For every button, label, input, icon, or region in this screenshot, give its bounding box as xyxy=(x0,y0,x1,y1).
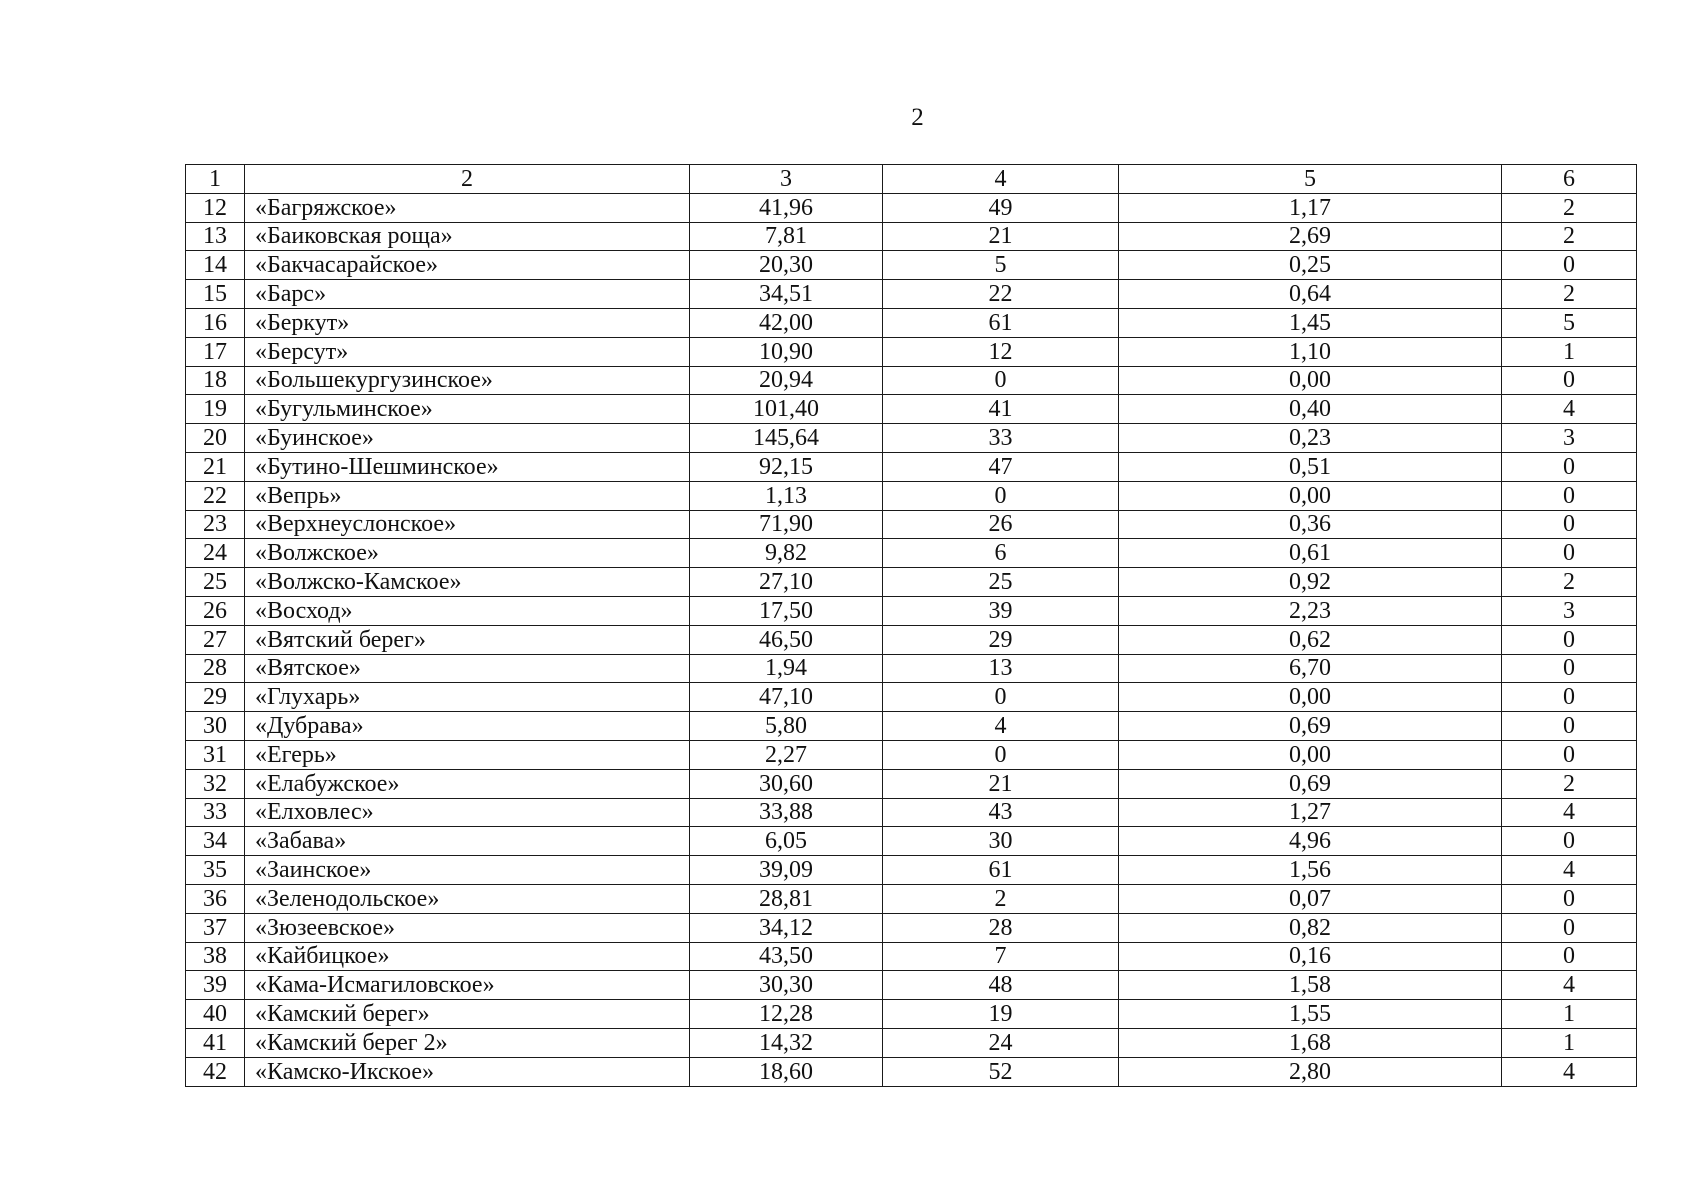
column-header: 1 xyxy=(186,165,245,194)
column-header: 4 xyxy=(883,165,1119,194)
row-number-cell: 31 xyxy=(186,740,245,769)
value-cell: 1,56 xyxy=(1119,856,1502,885)
row-number-cell: 39 xyxy=(186,971,245,1000)
table-row xyxy=(186,971,1637,1000)
table-row xyxy=(186,625,1637,654)
value-cell: 7,81 xyxy=(690,222,883,251)
row-number-cell: 37 xyxy=(186,913,245,942)
value-cell: 0 xyxy=(1502,683,1637,712)
value-cell: 43 xyxy=(883,798,1119,827)
row-number-cell: 26 xyxy=(186,596,245,625)
table-row xyxy=(186,1057,1637,1086)
value-cell: 2 xyxy=(1502,568,1637,597)
value-cell: 21 xyxy=(883,769,1119,798)
value-cell: 19 xyxy=(883,1000,1119,1029)
value-cell: 0 xyxy=(883,366,1119,395)
row-number-cell: 18 xyxy=(186,366,245,395)
value-cell: 0 xyxy=(1502,654,1637,683)
value-cell: 0 xyxy=(1502,712,1637,741)
value-cell: 92,15 xyxy=(690,452,883,481)
value-cell: 6 xyxy=(883,539,1119,568)
name-cell: «Беркут» xyxy=(245,308,690,337)
name-cell: «Бутино-Шешминское» xyxy=(245,452,690,481)
value-cell: 0,82 xyxy=(1119,913,1502,942)
row-number-cell: 20 xyxy=(186,424,245,453)
value-cell: 48 xyxy=(883,971,1119,1000)
row-number-cell: 19 xyxy=(186,395,245,424)
row-number-cell: 17 xyxy=(186,337,245,366)
value-cell: 1,94 xyxy=(690,654,883,683)
name-cell: «Волжское» xyxy=(245,539,690,568)
value-cell: 1 xyxy=(1502,1000,1637,1029)
value-cell: 28 xyxy=(883,913,1119,942)
value-cell: 13 xyxy=(883,654,1119,683)
value-cell: 71,90 xyxy=(690,510,883,539)
value-cell: 0 xyxy=(883,683,1119,712)
value-cell: 28,81 xyxy=(690,884,883,913)
value-cell: 4 xyxy=(1502,971,1637,1000)
value-cell: 61 xyxy=(883,856,1119,885)
name-cell: «Кама-Исмагиловское» xyxy=(245,971,690,1000)
value-cell: 2,80 xyxy=(1119,1057,1502,1086)
table-row xyxy=(186,568,1637,597)
row-number-cell: 33 xyxy=(186,798,245,827)
value-cell: 24 xyxy=(883,1028,1119,1057)
row-number-cell: 32 xyxy=(186,769,245,798)
value-cell: 0,40 xyxy=(1119,395,1502,424)
value-cell: 0 xyxy=(1502,510,1637,539)
value-cell: 33,88 xyxy=(690,798,883,827)
value-cell: 4 xyxy=(1502,798,1637,827)
value-cell: 1,45 xyxy=(1119,308,1502,337)
name-cell: «Вепрь» xyxy=(245,481,690,510)
value-cell: 0,69 xyxy=(1119,769,1502,798)
row-number-cell: 38 xyxy=(186,942,245,971)
table-row xyxy=(186,539,1637,568)
value-cell: 41,96 xyxy=(690,193,883,222)
value-cell: 0 xyxy=(1502,625,1637,654)
name-cell: «Волжско-Камское» xyxy=(245,568,690,597)
name-cell: «Восход» xyxy=(245,596,690,625)
table-body xyxy=(186,193,1637,1086)
value-cell: 0 xyxy=(883,481,1119,510)
name-cell: «Елабужское» xyxy=(245,769,690,798)
row-number-cell: 12 xyxy=(186,193,245,222)
name-cell: «Баиковская роща» xyxy=(245,222,690,251)
row-number-cell: 29 xyxy=(186,683,245,712)
row-number-cell: 23 xyxy=(186,510,245,539)
value-cell: 4 xyxy=(1502,856,1637,885)
column-header: 3 xyxy=(690,165,883,194)
value-cell: 34,12 xyxy=(690,913,883,942)
value-cell: 0,00 xyxy=(1119,366,1502,395)
value-cell: 1,27 xyxy=(1119,798,1502,827)
data-table xyxy=(185,164,1637,1087)
name-cell: «Багряжское» xyxy=(245,193,690,222)
name-cell: «Камско-Икское» xyxy=(245,1057,690,1086)
name-cell: «Егерь» xyxy=(245,740,690,769)
value-cell: 1 xyxy=(1502,337,1637,366)
value-cell: 2,27 xyxy=(690,740,883,769)
table-row xyxy=(186,280,1637,309)
value-cell: 10,90 xyxy=(690,337,883,366)
value-cell: 42,00 xyxy=(690,308,883,337)
row-number-cell: 27 xyxy=(186,625,245,654)
table-row xyxy=(186,827,1637,856)
value-cell: 12 xyxy=(883,337,1119,366)
page-number: 2 xyxy=(911,104,924,131)
value-cell: 21 xyxy=(883,222,1119,251)
value-cell: 2 xyxy=(1502,222,1637,251)
value-cell: 0,61 xyxy=(1119,539,1502,568)
table-row xyxy=(186,366,1637,395)
value-cell: 30,60 xyxy=(690,769,883,798)
value-cell: 1,17 xyxy=(1119,193,1502,222)
name-cell: «Заинское» xyxy=(245,856,690,885)
table-row xyxy=(186,654,1637,683)
value-cell: 26 xyxy=(883,510,1119,539)
value-cell: 49 xyxy=(883,193,1119,222)
value-cell: 34,51 xyxy=(690,280,883,309)
table-row xyxy=(186,308,1637,337)
value-cell: 101,40 xyxy=(690,395,883,424)
value-cell: 2 xyxy=(883,884,1119,913)
value-cell: 39,09 xyxy=(690,856,883,885)
name-cell: «Большекургузинское» xyxy=(245,366,690,395)
row-number-cell: 15 xyxy=(186,280,245,309)
value-cell: 30 xyxy=(883,827,1119,856)
row-number-cell: 40 xyxy=(186,1000,245,1029)
value-cell: 25 xyxy=(883,568,1119,597)
name-cell: «Зюзеевское» xyxy=(245,913,690,942)
name-cell: «Буинское» xyxy=(245,424,690,453)
value-cell: 0 xyxy=(1502,884,1637,913)
value-cell: 1,55 xyxy=(1119,1000,1502,1029)
row-number-cell: 21 xyxy=(186,452,245,481)
row-number-cell: 16 xyxy=(186,308,245,337)
table-row xyxy=(186,798,1637,827)
row-number-cell: 14 xyxy=(186,251,245,280)
value-cell: 2 xyxy=(1502,193,1637,222)
row-number-cell: 42 xyxy=(186,1057,245,1086)
value-cell: 2,23 xyxy=(1119,596,1502,625)
name-cell: «Вятское» xyxy=(245,654,690,683)
value-cell: 0,23 xyxy=(1119,424,1502,453)
value-cell: 2,69 xyxy=(1119,222,1502,251)
name-cell: «Вятский берег» xyxy=(245,625,690,654)
value-cell: 1,13 xyxy=(690,481,883,510)
value-cell: 0,00 xyxy=(1119,683,1502,712)
row-number-cell: 35 xyxy=(186,856,245,885)
value-cell: 47,10 xyxy=(690,683,883,712)
table-row xyxy=(186,712,1637,741)
table-row xyxy=(186,683,1637,712)
name-cell: «Барс» xyxy=(245,280,690,309)
value-cell: 14,32 xyxy=(690,1028,883,1057)
value-cell: 1,58 xyxy=(1119,971,1502,1000)
row-number-cell: 30 xyxy=(186,712,245,741)
value-cell: 0 xyxy=(1502,481,1637,510)
table-row xyxy=(186,337,1637,366)
value-cell: 9,82 xyxy=(690,539,883,568)
row-number-cell: 41 xyxy=(186,1028,245,1057)
name-cell: «Зеленодольское» xyxy=(245,884,690,913)
name-cell: «Берсут» xyxy=(245,337,690,366)
table-row xyxy=(186,452,1637,481)
value-cell: 5 xyxy=(883,251,1119,280)
name-cell: «Забава» xyxy=(245,827,690,856)
value-cell: 0,51 xyxy=(1119,452,1502,481)
value-cell: 0,62 xyxy=(1119,625,1502,654)
table-row xyxy=(186,769,1637,798)
column-header: 5 xyxy=(1119,165,1502,194)
value-cell: 12,28 xyxy=(690,1000,883,1029)
value-cell: 3 xyxy=(1502,424,1637,453)
name-cell: «Бугульминское» xyxy=(245,395,690,424)
value-cell: 1,68 xyxy=(1119,1028,1502,1057)
value-cell: 4 xyxy=(883,712,1119,741)
value-cell: 17,50 xyxy=(690,596,883,625)
name-cell: «Бакчасарайское» xyxy=(245,251,690,280)
column-header: 6 xyxy=(1502,165,1637,194)
value-cell: 6,05 xyxy=(690,827,883,856)
value-cell: 6,70 xyxy=(1119,654,1502,683)
table-row xyxy=(186,481,1637,510)
table-row xyxy=(186,251,1637,280)
name-cell: «Дубрава» xyxy=(245,712,690,741)
value-cell: 0 xyxy=(1502,539,1637,568)
table-row xyxy=(186,913,1637,942)
value-cell: 0 xyxy=(1502,740,1637,769)
value-cell: 2 xyxy=(1502,769,1637,798)
value-cell: 0,07 xyxy=(1119,884,1502,913)
row-number-cell: 25 xyxy=(186,568,245,597)
value-cell: 22 xyxy=(883,280,1119,309)
table-row xyxy=(186,510,1637,539)
name-cell: «Глухарь» xyxy=(245,683,690,712)
value-cell: 18,60 xyxy=(690,1057,883,1086)
value-cell: 0 xyxy=(1502,366,1637,395)
value-cell: 20,30 xyxy=(690,251,883,280)
table-row xyxy=(186,193,1637,222)
value-cell: 0,36 xyxy=(1119,510,1502,539)
table-row xyxy=(186,222,1637,251)
value-cell: 0,00 xyxy=(1119,740,1502,769)
value-cell: 43,50 xyxy=(690,942,883,971)
row-number-cell: 22 xyxy=(186,481,245,510)
value-cell: 0 xyxy=(1502,942,1637,971)
row-number-cell: 34 xyxy=(186,827,245,856)
name-cell: «Елховлес» xyxy=(245,798,690,827)
table-row xyxy=(186,942,1637,971)
value-cell: 1 xyxy=(1502,1028,1637,1057)
value-cell: 30,30 xyxy=(690,971,883,1000)
name-cell: «Верхнеуслонское» xyxy=(245,510,690,539)
column-header: 2 xyxy=(245,165,690,194)
table-row xyxy=(186,1028,1637,1057)
table-row xyxy=(186,596,1637,625)
value-cell: 0,69 xyxy=(1119,712,1502,741)
table-row xyxy=(186,1000,1637,1029)
value-cell: 47 xyxy=(883,452,1119,481)
value-cell: 39 xyxy=(883,596,1119,625)
value-cell: 0,16 xyxy=(1119,942,1502,971)
value-cell: 0 xyxy=(1502,452,1637,481)
row-number-cell: 13 xyxy=(186,222,245,251)
table-row xyxy=(186,424,1637,453)
value-cell: 2 xyxy=(1502,280,1637,309)
name-cell: «Кайбицкое» xyxy=(245,942,690,971)
value-cell: 0 xyxy=(1502,913,1637,942)
table-row xyxy=(186,884,1637,913)
value-cell: 46,50 xyxy=(690,625,883,654)
value-cell: 52 xyxy=(883,1057,1119,1086)
value-cell: 145,64 xyxy=(690,424,883,453)
value-cell: 4 xyxy=(1502,395,1637,424)
value-cell: 0 xyxy=(883,740,1119,769)
table-row xyxy=(186,856,1637,885)
value-cell: 4,96 xyxy=(1119,827,1502,856)
value-cell: 7 xyxy=(883,942,1119,971)
value-cell: 1,10 xyxy=(1119,337,1502,366)
value-cell: 0,64 xyxy=(1119,280,1502,309)
value-cell: 5,80 xyxy=(690,712,883,741)
value-cell: 0 xyxy=(1502,251,1637,280)
value-cell: 33 xyxy=(883,424,1119,453)
value-cell: 27,10 xyxy=(690,568,883,597)
value-cell: 3 xyxy=(1502,596,1637,625)
row-number-cell: 24 xyxy=(186,539,245,568)
value-cell: 0,25 xyxy=(1119,251,1502,280)
row-number-cell: 28 xyxy=(186,654,245,683)
value-cell: 61 xyxy=(883,308,1119,337)
value-cell: 41 xyxy=(883,395,1119,424)
table-row xyxy=(186,740,1637,769)
value-cell: 0 xyxy=(1502,827,1637,856)
name-cell: «Камский берег» xyxy=(245,1000,690,1029)
value-cell: 5 xyxy=(1502,308,1637,337)
value-cell: 20,94 xyxy=(690,366,883,395)
row-number-cell: 36 xyxy=(186,884,245,913)
value-cell: 0,92 xyxy=(1119,568,1502,597)
value-cell: 0,00 xyxy=(1119,481,1502,510)
value-cell: 4 xyxy=(1502,1057,1637,1086)
header-row xyxy=(186,165,1637,194)
table-row xyxy=(186,395,1637,424)
name-cell: «Камский берег 2» xyxy=(245,1028,690,1057)
value-cell: 29 xyxy=(883,625,1119,654)
